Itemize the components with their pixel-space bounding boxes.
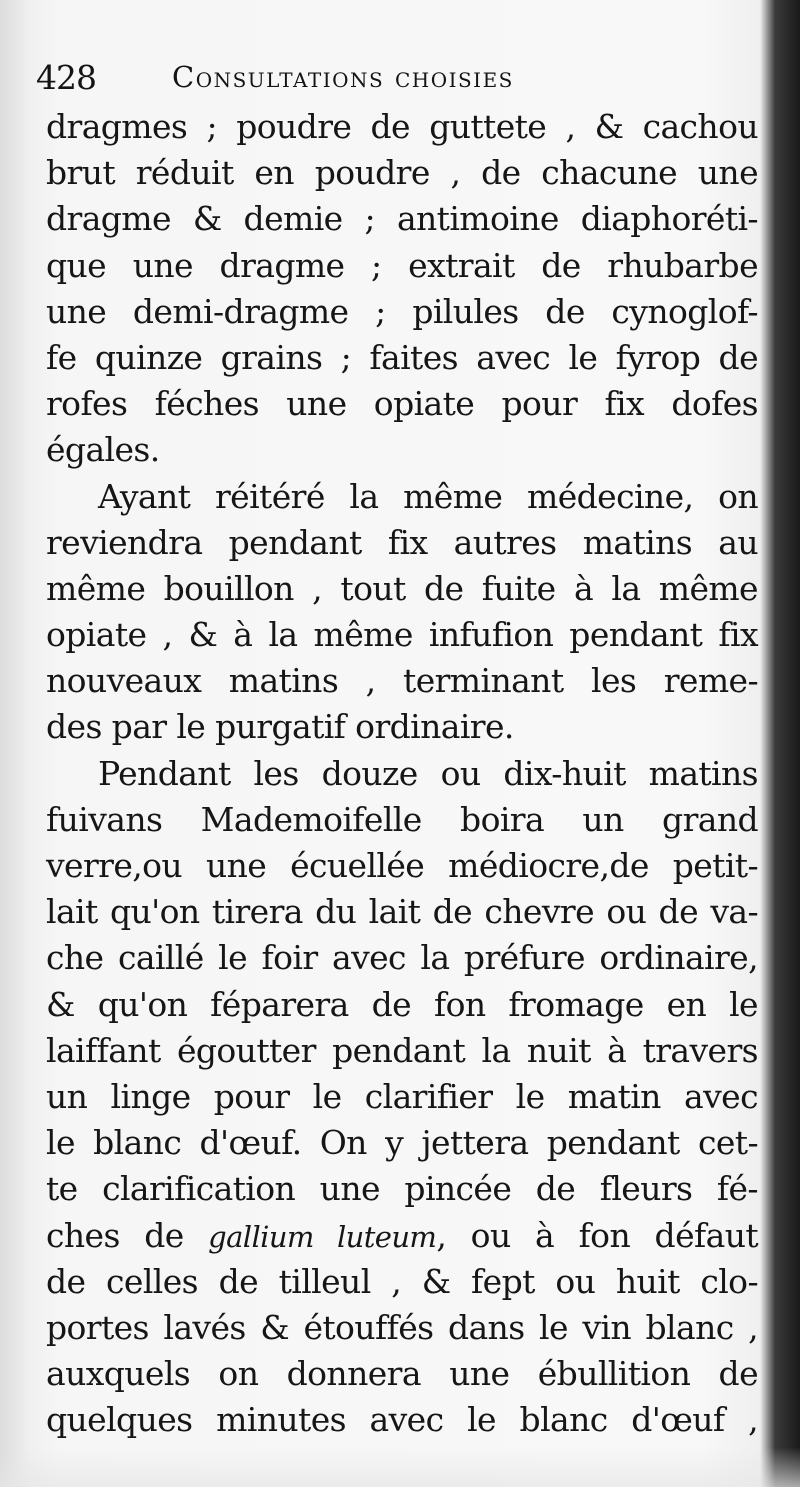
text-line: opiate , & à la même infufion pendant fix: [46, 615, 758, 655]
text-line-with-italic: [46, 1213, 758, 1259]
paragraph-start-line: Ayant réitéré la même médecine, on: [98, 476, 758, 516]
text-line: que une dragme ; extrait de rhubarbe: [46, 245, 758, 285]
text-line: dragme & demie ; antimoine diaphoréti-: [46, 199, 758, 239]
text-line: un linge pour le clarifier le matin avec: [46, 1076, 758, 1116]
text-line: auxquels on donnera une ébullition de: [46, 1354, 758, 1394]
text-line: lait qu'on tirera du lait de chevre ou de vа-: [46, 892, 758, 932]
text-line: une demi-dragme ; pilules de cynoglof-: [46, 291, 758, 331]
text-line: dragmes ; poudre de guttete , & cachou: [46, 107, 758, 146]
text-line: quelques minutes avec le blanc d'œuf ,: [46, 1400, 758, 1440]
running-title: Consultations choisies: [172, 60, 514, 94]
text-line: fe quinze grains ; faites avec le fyrop de: [46, 337, 758, 377]
text-segment: ches de: [46, 1215, 184, 1255]
text-line: portes lavés & étouffés dans le vin blanc ,: [46, 1307, 758, 1347]
text-line: laiffant égoutter pendant la nuit à travers: [46, 1030, 758, 1070]
paragraph-start-line: Pendant les douze ou dix-huit matins: [98, 753, 758, 793]
text-line: che caillé le foir avec la préfure ordinaire,: [46, 938, 758, 978]
page-header: [36, 58, 756, 106]
body-text: [46, 104, 758, 1443]
text-line: même bouillon , tout de fuite à la même: [46, 568, 758, 608]
text-line: des par le purgatif ordinaire.: [46, 707, 514, 747]
page-number: 428: [36, 58, 96, 97]
text-line: nouveaux matins , terminant les reme-: [46, 661, 758, 701]
text-line: fuivans Mademoifelle boira un grand: [46, 799, 758, 839]
latin-plant-name: gallium luteum: [208, 1219, 437, 1254]
text-line: verre,ou une écuellée médiocre,de petit-: [46, 846, 758, 885]
text-segment: , ou à fon défaut: [436, 1215, 759, 1255]
text-line: te clarification une pincée de fleurs fé-: [46, 1169, 758, 1209]
text-line: de celles de tilleul , & fept ou huit clo-: [46, 1261, 758, 1301]
text-line: le blanc d'œuf. On y jettera pendant cet-: [46, 1123, 758, 1163]
text-line: reviendra pendant fix autres matins au: [46, 522, 758, 562]
text-line: rofes féches une opiate pour fix dofes: [46, 384, 758, 424]
text-line: égales.: [46, 430, 160, 470]
text-line: brut réduit en poudre , de chacune une: [46, 153, 758, 193]
text-line: & qu'on féparera de fon fromage en le: [46, 984, 758, 1024]
